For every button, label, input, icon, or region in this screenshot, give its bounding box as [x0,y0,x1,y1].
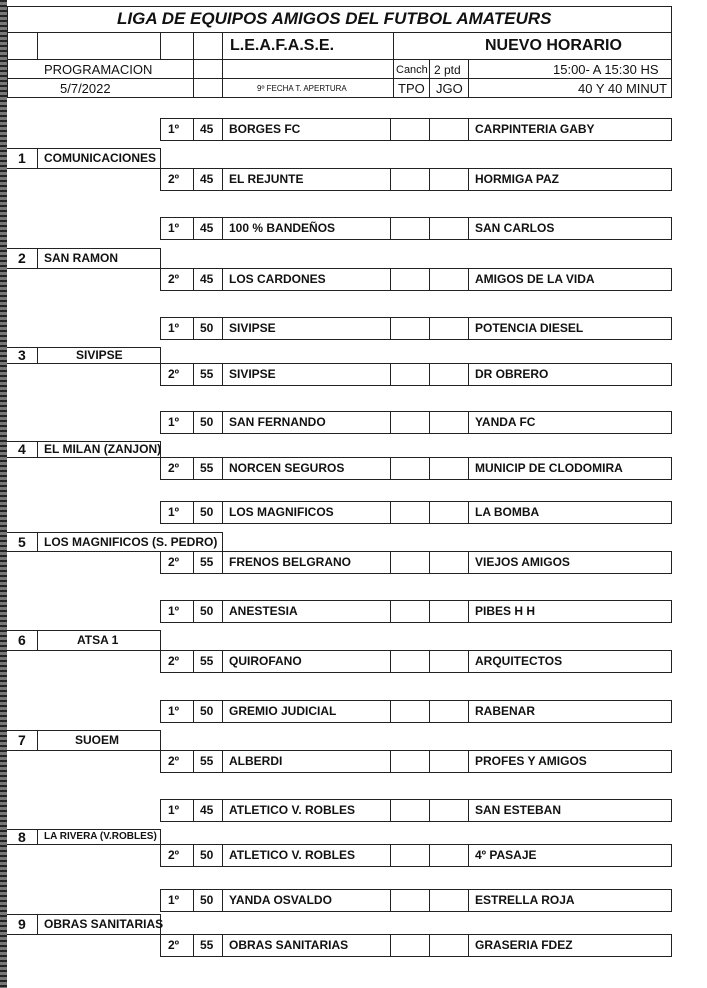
half-label: 2º [168,172,180,186]
match-row-divider [222,934,223,957]
match-row-divider [429,750,430,773]
match-row-top-line [160,700,672,701]
match-row-divider [468,317,469,340]
minutes-label: 50 [200,848,214,862]
venue-row-top-line [7,914,160,915]
half-label: 1º [168,803,180,817]
venue-row-top-line [7,148,160,149]
half-label: 1º [168,604,180,618]
half-label: 1º [168,415,180,429]
match-row-divider [390,457,391,480]
match-row-divider [429,457,430,480]
match-row-divider [390,168,391,191]
minutes-label: 50 [200,704,214,718]
half-label: 1º [168,122,180,136]
duration-label: 40 Y 40 MINUT [578,81,668,96]
match-row-divider [193,551,194,574]
match-row-bottom-line [160,239,672,240]
match-row-divider [429,551,430,574]
page-edge [0,0,7,988]
match-row-divider [193,118,194,141]
match-row-divider [160,268,161,291]
minutes-label: 55 [200,654,214,668]
match-row-divider [160,889,161,912]
match-row-divider [390,118,391,141]
match-row-divider [671,268,672,291]
match-row-divider [429,363,430,386]
match-row-top-line [160,600,672,601]
home-team: BORGES FC [229,122,301,136]
away-team: VIEJOS AMIGOS [475,555,570,569]
schedule-label: NUEVO HORARIO [485,37,622,54]
away-team: ESTRELLA ROJA [475,893,575,907]
match-row-divider [671,217,672,240]
match-row-divider [193,600,194,623]
away-team: 4º PASAJE [475,848,537,862]
venue-number: 7 [18,732,26,748]
away-team: MUNICIP DE CLODOMIRA [475,461,623,475]
venue-row-divider [37,148,38,169]
venue-name: OBRAS SANITARIAS [44,917,164,931]
home-team: YANDA OSVALDO [229,893,332,907]
venue-row-top-line [7,248,160,249]
match-row-divider [671,317,672,340]
match-row-divider [468,750,469,773]
venue-row-top-line [7,829,160,830]
match-row-divider [193,411,194,434]
match-row-top-line [160,217,672,218]
venue-row-bottom-line [7,650,160,651]
minutes-label: 55 [200,754,214,768]
match-row-divider [222,501,223,524]
match-row-divider [468,600,469,623]
match-row-divider [193,457,194,480]
match-row-divider [429,799,430,822]
venue-row-divider [160,347,161,364]
match-row-top-line [160,268,672,269]
match-row-divider [160,934,161,957]
match-row-divider [671,799,672,822]
venue-row-divider [37,441,38,458]
match-row-divider [429,217,430,240]
home-team: SIVIPSE [229,367,276,381]
match-row-divider [390,844,391,867]
match-row-divider [671,700,672,723]
match-row-divider [193,934,194,957]
venue-row-bottom-line [7,844,160,845]
match-row-bottom-line [160,339,672,340]
venue-name: ATSA 1 [77,633,119,647]
match-row-divider [671,600,672,623]
match-row-divider [193,799,194,822]
match-row-divider [222,217,223,240]
home-team: FRENOS BELGRANO [229,555,352,569]
programacion-label: PROGRAMACION [44,62,153,77]
match-row-divider [671,411,672,434]
match-row-divider [468,501,469,524]
match-row-divider [222,844,223,867]
match-row-bottom-line [160,622,672,623]
match-row-divider [160,551,161,574]
match-row-divider [429,700,430,723]
venue-row-top-line [7,730,160,731]
minutes-label: 50 [200,893,214,907]
match-row-top-line [160,118,672,119]
canch-label: Canch [396,64,428,76]
minutes-label: 55 [200,461,214,475]
match-row-divider [468,411,469,434]
venue-row-divider [37,829,38,845]
fecha-label: 9º FECHA T. APERTURA [257,84,347,93]
match-row-divider [468,457,469,480]
match-row-divider [193,268,194,291]
match-row-bottom-line [160,956,672,957]
minutes-label: 55 [200,367,214,381]
venue-row-divider [37,730,38,751]
match-row-divider [160,600,161,623]
match-row-divider [222,700,223,723]
match-row-divider [222,168,223,191]
match-row-divider [671,457,672,480]
match-row-divider [390,411,391,434]
match-row-divider [390,799,391,822]
away-team: AMIGOS DE LA VIDA [475,272,595,286]
match-row-divider [468,168,469,191]
venue-row-top-line [7,630,160,631]
venue-name: EL MILAN (ZANJON) [44,442,162,456]
match-row-divider [671,889,672,912]
match-row-divider [193,317,194,340]
match-row-divider [160,700,161,723]
match-row-bottom-line [160,140,672,141]
match-row-bottom-line [160,573,672,574]
venue-row-divider [160,248,161,269]
match-row-top-line [160,457,672,458]
away-team: YANDA FC [475,415,536,429]
match-row-divider [193,501,194,524]
match-row-divider [429,168,430,191]
match-row-bottom-line [160,190,672,191]
venue-row-bottom-line [7,268,160,269]
match-row-top-line [160,799,672,800]
match-row-divider [160,750,161,773]
match-row-divider [160,501,161,524]
venue-row-bottom-line [7,457,160,458]
match-row-divider [671,118,672,141]
match-row-divider [390,600,391,623]
match-row-divider [390,750,391,773]
match-row-divider [671,844,672,867]
half-label: 2º [168,754,180,768]
match-row-top-line [160,317,672,318]
venue-number: 5 [18,533,26,550]
half-label: 2º [168,461,180,475]
match-row-top-line [160,168,672,169]
match-row-divider [468,118,469,141]
match-row-divider [429,317,430,340]
match-row-divider [222,411,223,434]
half-label: 1º [168,704,180,718]
match-row-divider [429,934,430,957]
venue-row-bottom-line [7,168,160,169]
match-row-divider [160,217,161,240]
match-row-divider [390,217,391,240]
match-row-divider [671,650,672,673]
venue-row-divider [160,730,161,751]
match-row-divider [671,168,672,191]
match-row-divider [390,700,391,723]
away-team: PIBES H H [475,604,536,618]
tpo-label: TPO [398,81,425,96]
match-row-divider [468,363,469,386]
half-label: 2º [168,848,180,862]
match-row-divider [429,411,430,434]
venue-row-divider [37,532,38,552]
match-row-bottom-line [160,433,672,434]
match-row-divider [468,934,469,957]
away-team: SAN CARLOS [475,221,555,235]
match-row-divider [429,844,430,867]
match-row-divider [429,889,430,912]
match-row-top-line [160,501,672,502]
half-label: 1º [168,505,180,519]
venue-number: 9 [18,916,26,932]
away-team: SAN ESTEBAN [475,803,562,817]
away-team: ARQUITECTOS [475,654,563,668]
match-row-divider [222,889,223,912]
match-row-top-line [160,750,672,751]
match-row-top-line [160,889,672,890]
match-row-divider [390,317,391,340]
match-row-divider [390,268,391,291]
match-row-divider [222,363,223,386]
league-acronym: L.E.A.F.A.S.E. [230,37,335,54]
home-team: OBRAS SANITARIAS [229,938,349,952]
home-team: SAN FERNANDO [229,415,326,429]
minutes-label: 45 [200,172,214,186]
match-row-divider [671,750,672,773]
match-row-bottom-line [160,866,672,867]
minutes-label: 45 [200,221,214,235]
match-row-divider [193,700,194,723]
match-row-divider [390,934,391,957]
away-team: RABENAR [475,704,535,718]
venue-row-divider [37,347,38,364]
match-row-divider [468,844,469,867]
match-row-divider [222,317,223,340]
match-row-top-line [160,551,672,552]
match-row-divider [429,268,430,291]
match-row-divider [160,799,161,822]
match-row-bottom-line [160,722,672,723]
minutes-label: 45 [200,122,214,136]
match-row-top-line [160,650,672,651]
half-label: 1º [168,221,180,235]
match-row-top-line [160,363,672,364]
match-row-bottom-line [160,290,672,291]
match-row-divider [222,268,223,291]
match-row-divider [160,650,161,673]
venue-row-bottom-line [7,934,160,935]
match-row-divider [193,844,194,867]
venue-number: 6 [18,632,26,648]
match-row-divider [193,750,194,773]
away-team: POTENCIA DIESEL [475,321,584,335]
venue-number: 4 [18,441,26,457]
home-team: QUIROFANO [229,654,302,668]
venue-row-bottom-line [7,363,160,364]
venue-name: SAN RAMON [44,251,118,265]
match-row-divider [390,650,391,673]
match-row-divider [468,799,469,822]
match-row-divider [429,600,430,623]
minutes-label: 50 [200,321,214,335]
half-label: 2º [168,272,180,286]
venue-number: 8 [18,828,26,845]
match-row-bottom-line [160,672,672,673]
half-label: 2º [168,555,180,569]
match-row-divider [160,844,161,867]
match-row-divider [390,889,391,912]
away-team: DR OBRERO [475,367,549,381]
date-label: 5/7/2022 [60,81,111,96]
match-row-divider [222,551,223,574]
match-row-divider [193,168,194,191]
match-row-divider [193,650,194,673]
match-row-divider [429,501,430,524]
match-row-bottom-line [160,385,672,386]
home-team: GREMIO JUDICIAL [229,704,337,718]
match-row-divider [193,363,194,386]
venue-row-divider [37,248,38,269]
match-row-bottom-line [160,821,672,822]
match-row-bottom-line [160,479,672,480]
venue-row-bottom-line [7,750,160,751]
match-row-bottom-line [160,772,672,773]
minutes-label: 45 [200,803,214,817]
match-row-divider [222,650,223,673]
home-team: 100 % BANDEÑOS [229,221,336,235]
venue-number: 3 [18,347,26,363]
away-team: PROFES Y AMIGOS [475,754,587,768]
match-row-divider [429,118,430,141]
venue-name: SIVIPSE [76,348,123,362]
match-row-divider [193,889,194,912]
venue-row-divider [160,829,161,845]
match-row-divider [222,799,223,822]
match-row-bottom-line [160,523,672,524]
match-row-divider [671,363,672,386]
home-team: ANESTESIA [229,604,298,618]
match-row-divider [671,501,672,524]
away-team: GRASERIA FDEZ [475,938,573,952]
match-row-bottom-line [160,911,672,912]
match-row-divider [429,650,430,673]
away-team: HORMIGA PAZ [475,172,559,186]
minutes-label: 50 [200,604,214,618]
half-label: 2º [168,654,180,668]
match-row-divider [193,217,194,240]
hours-label: 15:00- A 15:30 HS [553,62,659,77]
venue-row-divider [37,630,38,651]
match-row-divider [671,934,672,957]
away-team: LA BOMBA [475,505,540,519]
match-row-divider [468,889,469,912]
match-row-top-line [160,844,672,845]
match-row-divider [160,317,161,340]
home-team: LOS CARDONES [229,272,326,286]
home-team: ATLETICO V. ROBLES [229,803,356,817]
match-row-divider [222,750,223,773]
match-row-divider [160,457,161,480]
half-label: 2º [168,938,180,952]
away-team: CARPINTERIA GABY [475,122,595,136]
match-row-divider [160,363,161,386]
venue-name: COMUNICACIONES [44,151,157,165]
home-team: ALBERDI [229,754,283,768]
match-row-top-line [160,934,672,935]
match-row-divider [671,551,672,574]
venue-number: 1 [18,150,26,166]
match-row-divider [468,551,469,574]
venue-row-divider [37,914,38,935]
match-row-divider [468,650,469,673]
match-row-divider [160,168,161,191]
match-row-divider [160,118,161,141]
match-row-divider [222,118,223,141]
match-row-divider [390,551,391,574]
minutes-label: 55 [200,938,214,952]
venue-name: LA RIVERA (V.ROBLES) [44,830,157,842]
minutes-label: 50 [200,505,214,519]
venue-row-divider [222,532,223,552]
match-row-top-line [160,411,672,412]
match-row-divider [160,411,161,434]
home-team: EL REJUNTE [229,172,304,186]
venue-name: SUOEM [75,733,120,747]
minutes-label: 50 [200,415,214,429]
home-team: SIVIPSE [229,321,276,335]
venue-number: 2 [18,250,26,266]
match-row-divider [390,363,391,386]
match-row-divider [468,268,469,291]
match-row-divider [222,600,223,623]
home-team: NORCEN SEGUROS [229,461,345,475]
venue-row-divider [160,630,161,651]
match-row-divider [222,457,223,480]
match-row-divider [390,501,391,524]
half-label: 1º [168,321,180,335]
home-team: LOS MAGNIFICOS [229,505,334,519]
venue-row-top-line [7,532,222,533]
jgo-label: JGO [436,81,463,96]
venue-name: LOS MAGNIFICOS (S. PEDRO) [44,534,218,549]
half-label: 1º [168,893,180,907]
league-title: LIGA DE EQUIPOS AMIGOS DEL FUTBOL AMATEURS [117,9,552,28]
venue-row-divider [160,148,161,169]
match-row-divider [468,700,469,723]
minutes-label: 55 [200,555,214,569]
home-team: ATLETICO V. ROBLES [229,848,356,862]
half-label: 2º [168,367,180,381]
ptd-label: 2 ptd [434,63,461,77]
minutes-label: 45 [200,272,214,286]
match-row-divider [468,217,469,240]
